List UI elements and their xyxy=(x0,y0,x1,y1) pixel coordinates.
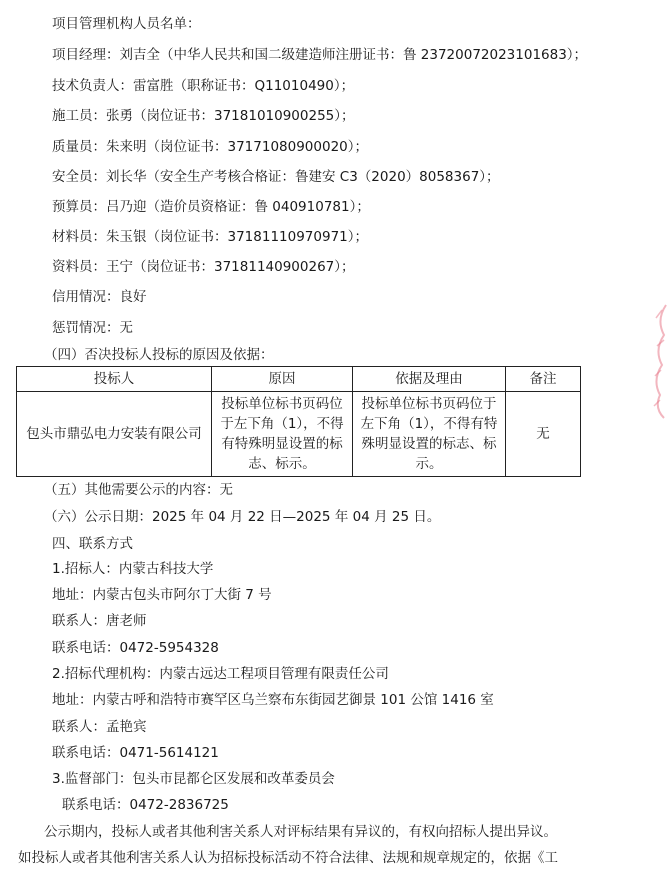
staff-line-material: 材料员：朱玉银（岗位证书：37181110970971）； xyxy=(52,229,368,245)
header-basis: 依据及理由 xyxy=(353,367,506,392)
staff-line-quality: 质量员：朱来明（岗位证书：37171080900020）； xyxy=(52,139,368,155)
section5-line: （五）其他需要公示的内容：无 xyxy=(44,482,233,498)
staff-header: 项目管理机构人员名单： xyxy=(52,16,201,32)
seal-stamp-icon xyxy=(646,300,668,420)
tenderer-contact: 联系人：唐老师 xyxy=(52,613,147,629)
credit-status: 信用情况：良好 xyxy=(52,289,147,305)
agency-line: 2.招标代理机构：内蒙古远达工程项目管理有限责任公司 xyxy=(52,666,389,682)
agency-address: 地址：内蒙古呼和浩特市赛罕区乌兰察布东街园艺御景 101 公馆 1416 室 xyxy=(52,692,494,708)
staff-line-tech: 技术负责人：雷富胜（职称证书：Q11010490）； xyxy=(52,78,355,94)
cell-note: 无 xyxy=(506,392,581,477)
agency-contact: 联系人：孟艳宾 xyxy=(52,719,147,735)
table-header-row xyxy=(17,367,581,392)
contact-title: 四、联系方式 xyxy=(52,536,133,552)
cell-bidder: 包头市鼎弘电力安装有限公司 xyxy=(17,392,212,477)
cell-reason: 投标单位标书页码位于左下角（1），不得有特殊明显设置的标志、标示。 xyxy=(212,392,353,477)
tenderer-phone: 联系电话：0472-5954328 xyxy=(52,640,219,656)
staff-line-document: 资料员：王宁（岗位证书：37181140900267）； xyxy=(52,259,355,275)
supervisor-line: 3.监督部门：包头市昆都仑区发展和改革委员会 xyxy=(52,771,335,787)
closing-paragraph-2: 如投标人或者其他利害关系人认为招标投标活动不符合法律、法规和规章规定的，依据《工 xyxy=(18,850,558,866)
header-bidder: 投标人 xyxy=(17,367,212,392)
staff-line-construction: 施工员：张勇（岗位证书：37181010900255）； xyxy=(52,108,355,124)
section6-line: （六）公示日期：2025 年 04 月 22 日—2025 年 04 月 25 日。 xyxy=(44,509,441,525)
closing-paragraph-1: 公示期内，投标人或者其他利害关系人对评标结果有异议的，有权向招标人提出异议。 xyxy=(44,824,557,840)
punish-status: 惩罚情况：无 xyxy=(52,320,133,336)
header-note: 备注 xyxy=(506,367,581,392)
staff-line-safety: 安全员：刘长华（安全生产考核合格证：鲁建安 C3（2020）8058367）； xyxy=(52,169,500,185)
staff-line-budget: 预算员：吕乃迎（造价员资格证：鲁 040910781）； xyxy=(52,199,370,215)
rejection-table xyxy=(16,366,581,477)
agency-phone: 联系电话：0471-5614121 xyxy=(52,745,219,761)
tenderer-line: 1.招标人：内蒙古科技大学 xyxy=(52,561,214,577)
tenderer-address: 地址：内蒙古包头市阿尔丁大街 7 号 xyxy=(52,587,272,603)
staff-line-manager: 项目经理：刘吉全（中华人民共和国二级建造师注册证书：鲁 23720072023101683）； xyxy=(52,47,588,63)
cell-basis: 投标单位标书页码位于左下角（1），不得有特殊明显设置的标志、标示。 xyxy=(353,392,506,477)
supervisor-phone: 联系电话：0472-2836725 xyxy=(62,797,229,813)
table-row xyxy=(17,392,581,477)
section4-title: （四）否决投标人投标的原因及依据： xyxy=(44,347,274,363)
header-reason: 原因 xyxy=(212,367,353,392)
